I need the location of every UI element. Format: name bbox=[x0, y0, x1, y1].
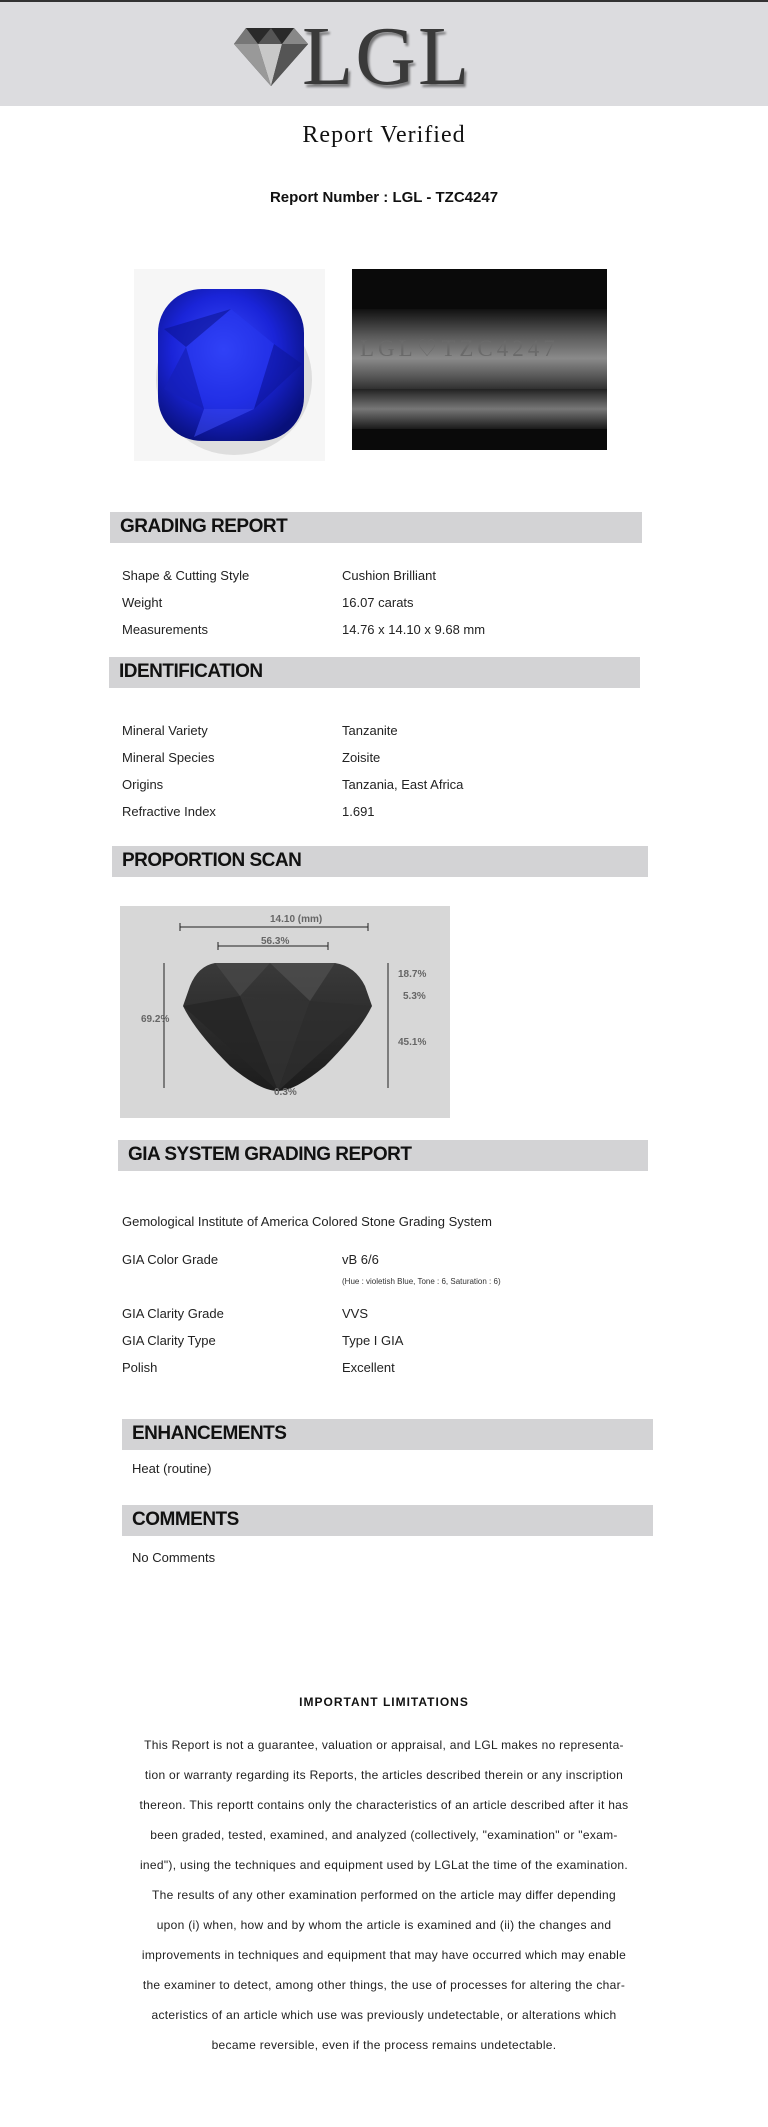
proportion-scan-header bbox=[112, 846, 648, 877]
header-banner bbox=[0, 0, 768, 106]
comments-heading: COMMENTS bbox=[132, 1509, 239, 1530]
limitations-line: became reversible, even if the process remains undetectable. bbox=[211, 2038, 557, 2052]
limitations-line: the examiner to detect, among other things, the use of processes for altering the char- bbox=[142, 1978, 626, 1992]
grading-report-header bbox=[110, 512, 642, 543]
weight-value: 16.07 carats bbox=[342, 595, 414, 610]
limitations-line: The results of any other examination performed on the article may differ depending bbox=[152, 1888, 616, 1902]
refractive-index-value: 1.691 bbox=[342, 804, 375, 819]
gia-grading-header bbox=[118, 1140, 648, 1171]
mineral-species-value: Zoisite bbox=[342, 750, 381, 765]
limitations-line: This Report is not a guarantee, valuation or appraisal, and LGL makes no representa- bbox=[144, 1738, 624, 1752]
lgl-logo bbox=[232, 10, 492, 103]
measurements-value: 14.76 x 14.10 x 9.68 mm bbox=[342, 622, 486, 637]
logo-text: LGL bbox=[302, 10, 472, 103]
grading-report-heading: GRADING REPORT bbox=[120, 516, 288, 537]
gia-system-description: Gemological Institute of America Colored Stone Grading System bbox=[122, 1214, 492, 1229]
identification-header bbox=[109, 657, 640, 688]
gia-clarity-grade-value: VVS bbox=[342, 1306, 369, 1321]
gia-color-note: (Hue : violetish Blue, Tone : 6, Saturation : 6) bbox=[342, 1277, 501, 1286]
enhancements-header bbox=[122, 1419, 653, 1450]
culet-percent: 0.3% bbox=[274, 1087, 297, 1098]
gia-clarity-type-label: GIA Clarity Type bbox=[122, 1333, 216, 1348]
mineral-variety-label: Mineral Variety bbox=[122, 723, 208, 738]
comments-text: No Comments bbox=[132, 1550, 216, 1565]
measurements-label: Measurements bbox=[122, 622, 208, 637]
weight-label: Weight bbox=[122, 595, 163, 610]
identification-heading: IDENTIFICATION bbox=[119, 661, 263, 682]
report-number: Report Number : LGL - TZC4247 bbox=[269, 189, 499, 206]
limitations-line: been graded, tested, examined, and analyzed (collectively, "examination" or "exam- bbox=[150, 1828, 618, 1842]
girdle-percent: 5.3% bbox=[403, 991, 426, 1002]
gia-clarity-grade-label: GIA Clarity Grade bbox=[122, 1306, 224, 1321]
proportion-scan-heading: PROPORTION SCAN bbox=[122, 850, 302, 871]
shape-value: Cushion Brilliant bbox=[342, 568, 436, 583]
enhancements-heading: ENHANCEMENTS bbox=[132, 1423, 287, 1444]
gia-grading-heading: GIA SYSTEM GRADING REPORT bbox=[128, 1144, 412, 1165]
comments-header bbox=[122, 1505, 653, 1536]
depth-percent: 69.2% bbox=[141, 1014, 170, 1025]
gia-color-value: vB 6/6 bbox=[342, 1252, 379, 1267]
laser-inscription: LGL♡TZC4247 bbox=[360, 336, 559, 361]
pavilion-percent: 45.1% bbox=[398, 1037, 427, 1048]
limitations-heading: IMPORTANT LIMITATIONS bbox=[299, 1695, 469, 1709]
table-percent: 56.3% bbox=[261, 936, 290, 947]
origins-value: Tanzania, East Africa bbox=[342, 777, 464, 792]
gemstone-photo bbox=[134, 269, 325, 461]
limitations-line: thereon. This reportt contains only the characteristics of an article described after it has bbox=[139, 1798, 629, 1812]
gia-clarity-type-value: Type I GIA bbox=[342, 1333, 404, 1348]
limitations-line: ined"), using the techniques and equipment used by LGLat the time of the examination. bbox=[139, 1858, 629, 1872]
diamond-icon bbox=[232, 26, 310, 88]
limitations-line: tion or warranty regarding its Reports, the articles described therein or any inscription bbox=[144, 1768, 624, 1782]
origins-label: Origins bbox=[122, 777, 164, 792]
limitations-line: improvements in techniques and equipment that may have occurred which may enable bbox=[141, 1948, 627, 1962]
polish-label: Polish bbox=[122, 1360, 158, 1375]
mineral-variety-value: Tanzanite bbox=[342, 723, 398, 738]
width-value: 14.10 (mm) bbox=[270, 914, 323, 925]
refractive-index-label: Refractive Index bbox=[122, 804, 216, 819]
page-title: Report Verified bbox=[302, 122, 466, 148]
limitations-line: upon (i) when, how and by whom the article is examined and (ii) the changes and bbox=[156, 1918, 612, 1932]
proportion-diagram bbox=[120, 906, 450, 1118]
enhancements-text: Heat (routine) bbox=[132, 1461, 212, 1476]
crown-percent: 18.7% bbox=[398, 969, 427, 980]
mineral-species-label: Mineral Species bbox=[122, 750, 215, 765]
shape-label: Shape & Cutting Style bbox=[122, 568, 250, 583]
polish-value: Excellent bbox=[342, 1360, 395, 1375]
limitations-line: acteristics of an article which use was previously undetectable, or alterations which bbox=[151, 2008, 617, 2022]
inscription-photo bbox=[352, 269, 607, 450]
gia-color-label: GIA Color Grade bbox=[122, 1252, 219, 1267]
